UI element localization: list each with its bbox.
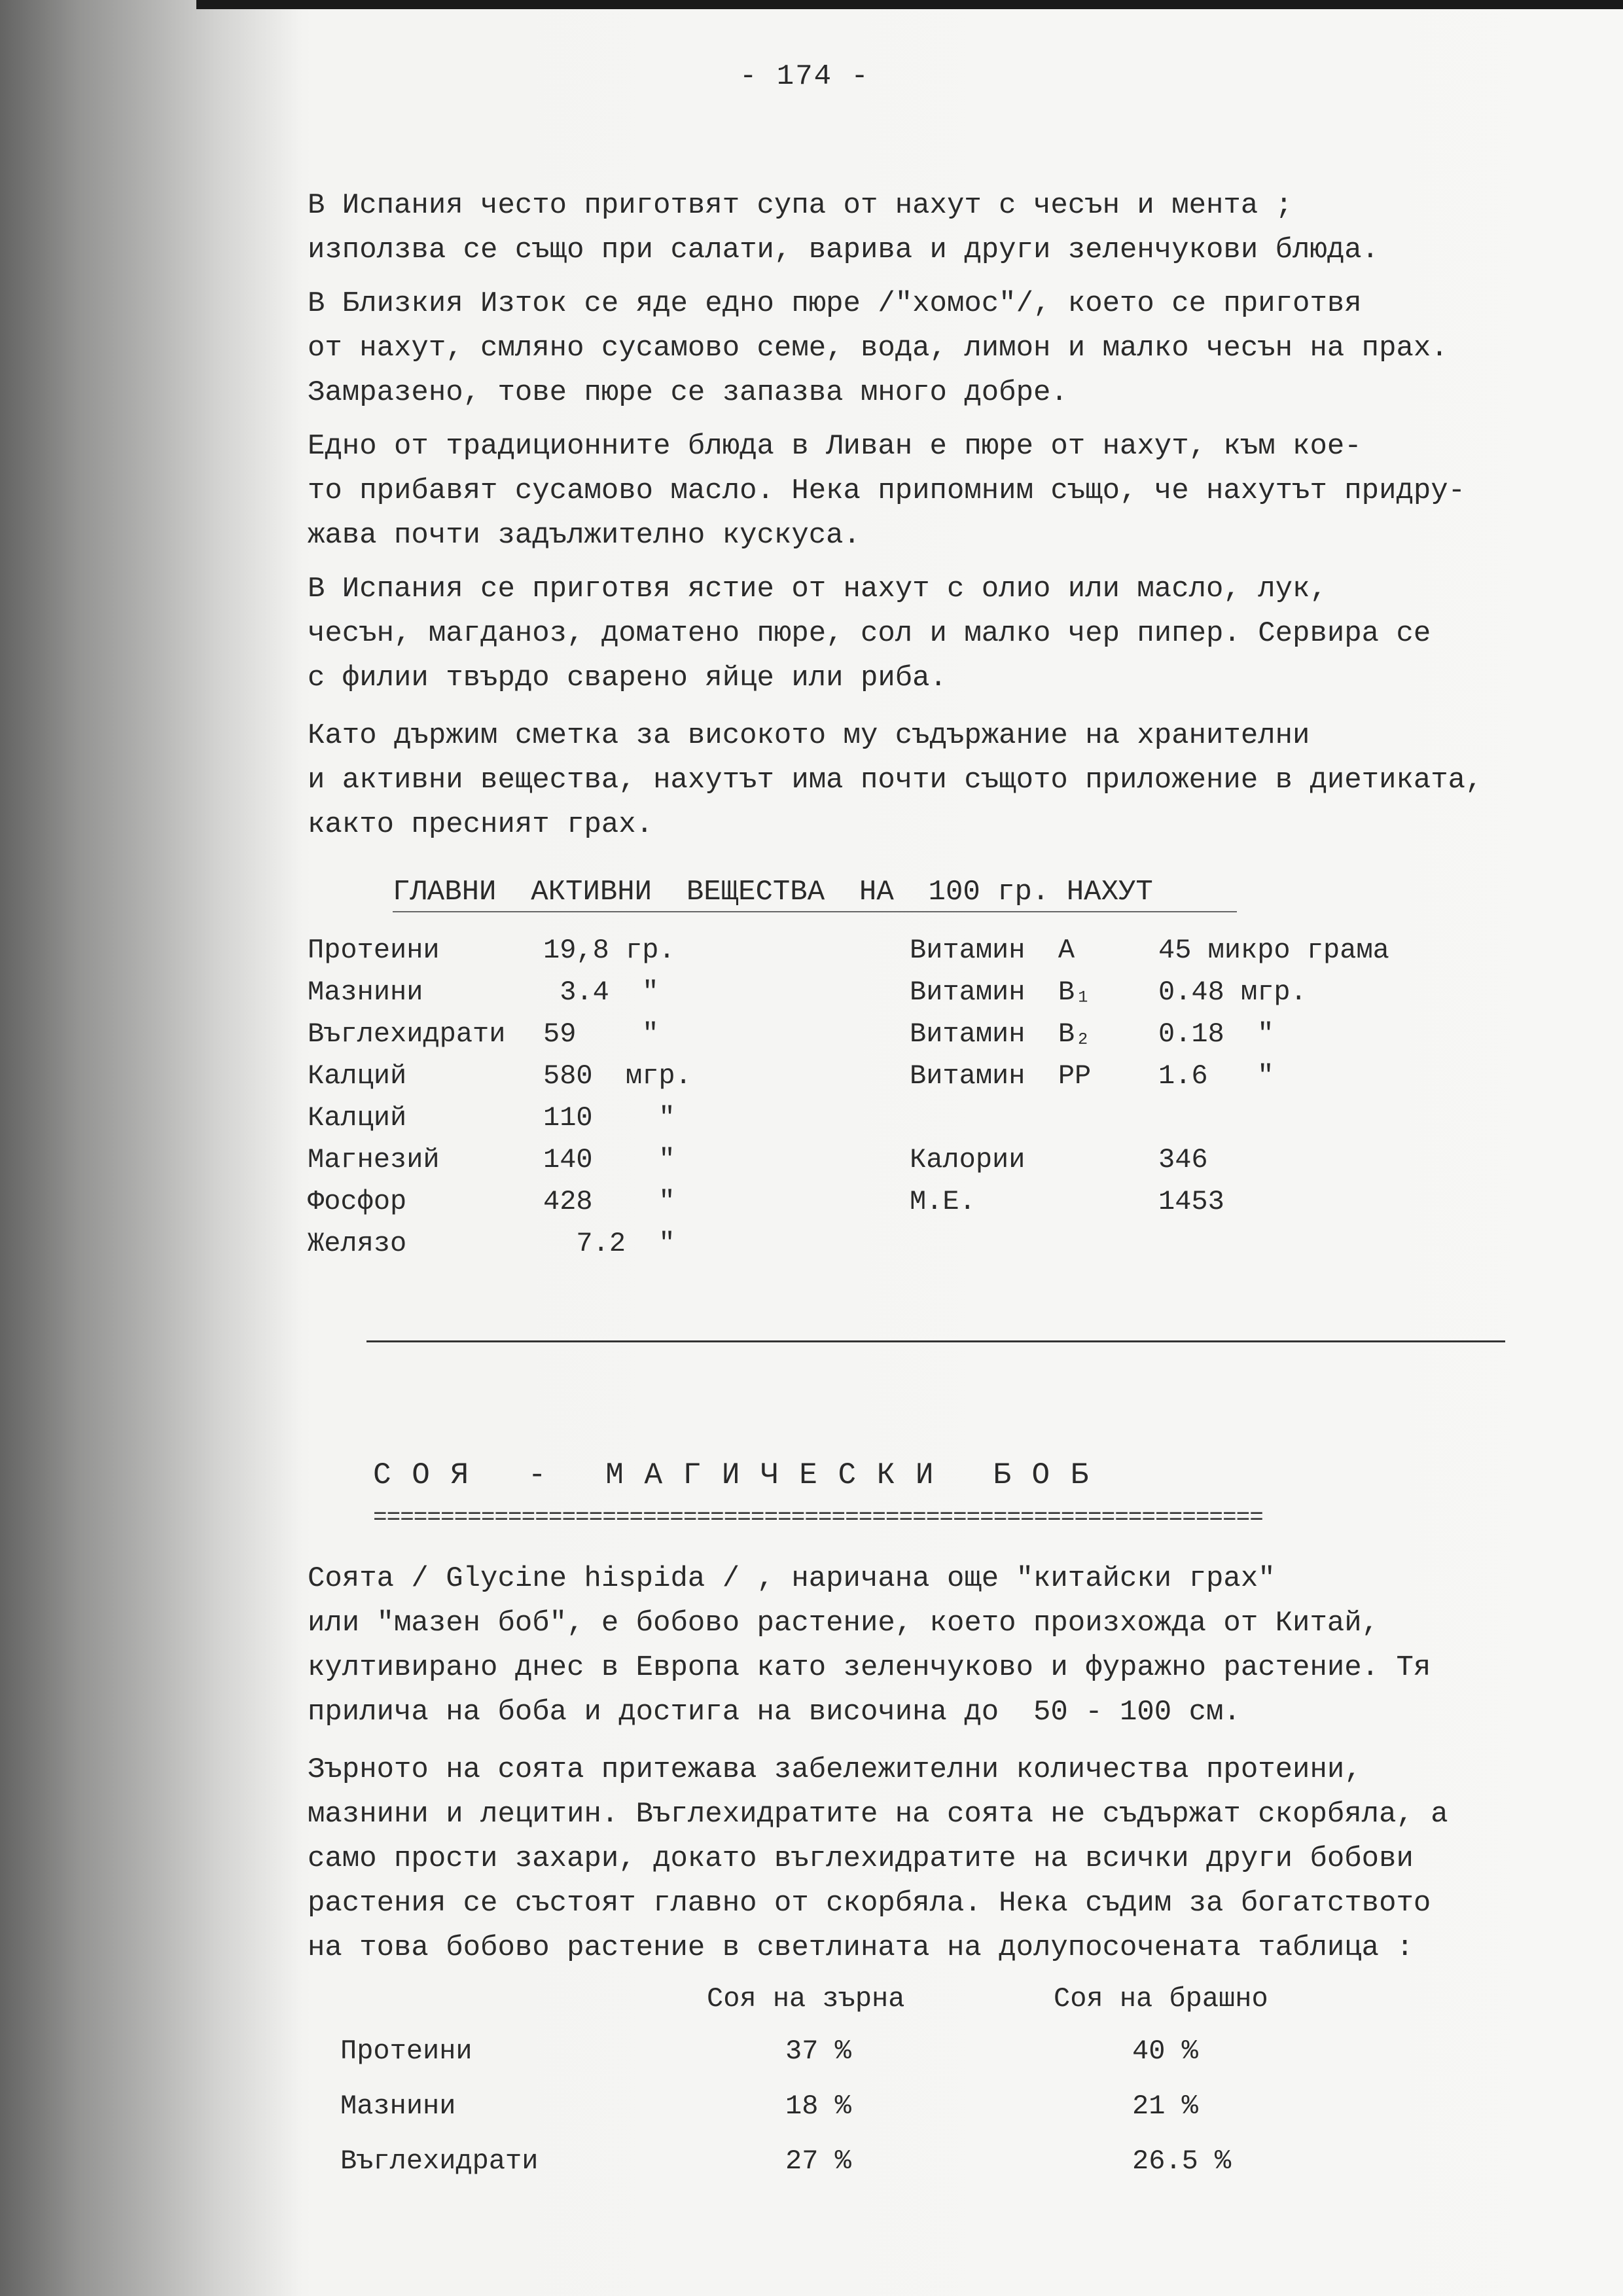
soy-table — [340, 2036, 1387, 2200]
page-gutter-shadow — [0, 0, 301, 2296]
nutrient-value-2: 346 — [1158, 1144, 1208, 1175]
page-number: - 174 - — [740, 60, 870, 93]
nutrient-value: 3.4 " — [543, 977, 659, 1008]
soy-flour-value: 40 % — [1132, 2036, 1198, 2067]
soy-table-header — [308, 1983, 1355, 2022]
nutrient-value: 59 " — [543, 1018, 659, 1050]
nutrient-table-title: ГЛАВНИ АКТИВНИ ВЕЩЕСТВА НА 100 гр. НАХУТ — [393, 876, 1153, 908]
nutrient-table — [308, 935, 1420, 1270]
table-row — [340, 2090, 1387, 2145]
paragraph-soy-intro: Соята / Glycine hispida / , наричана още "китайски грах" или "мазен боб", е бобово растение, което произхожда от Китай, култивирано днес в Европа като зеленчуково и фуражно растение. Тя прилича на боба и достига на височина до 50 - 100 см. — [308, 1562, 1431, 1729]
nutrient-name: Протеини — [308, 935, 440, 966]
nutrient-name-2: Витамин В₂ — [910, 1018, 1092, 1050]
soy-grain-value: 18 % — [785, 2090, 851, 2122]
nutrient-name-2: М.Е. — [910, 1186, 976, 1217]
table-row — [340, 2036, 1387, 2090]
soy-flour-header: Соя на брашно — [1054, 1983, 1268, 2015]
paragraph-lebanon: Едно от традиционните блюда в Ливан е пюре от нахут, към кое- то прибавят сусамово масло. Нека припомним също, че нахутът придру- жава почти задължително кускуса. — [308, 430, 1466, 552]
nutrient-name: Въглехидрати — [308, 1018, 506, 1050]
table-row — [308, 1018, 1420, 1060]
soy-flour-value: 26.5 % — [1132, 2145, 1232, 2177]
nutrient-name: Фосфор — [308, 1186, 407, 1217]
nutrient-value-2: 0.18 " — [1158, 1018, 1274, 1050]
table-row — [308, 1102, 1420, 1144]
page-top-edge — [196, 0, 1623, 9]
nutrient-name-2: Витамин А — [910, 935, 1075, 966]
nutrient-value: 7.2 " — [543, 1228, 675, 1259]
table-row — [308, 977, 1420, 1018]
paragraph-soy-composition: Зърното на соята притежава забележителни количества протеини, мазнини и лецитин. Въглехидратите на соята не съдържат скорбяла, а само прости захари, докато въглехидратите на всички други бобови растения се състоят главно от скорбяла. Нека съдим за богатството на това бобово растение в светлината на долупосочената таблица : — [308, 1753, 1448, 1964]
heading-double-underline: ================================================================== — [373, 1504, 1263, 1531]
nutrient-value-2: 1.6 " — [1158, 1060, 1274, 1092]
soy-nutrient-name: Мазнини — [340, 2090, 456, 2122]
table-row — [340, 2145, 1387, 2200]
section-heading: С О Я - М А Г И Ч Е С К И Б О Б — [373, 1458, 1090, 1492]
table-row — [308, 935, 1420, 977]
nutrient-name: Калций — [308, 1102, 407, 1134]
table-row — [308, 1144, 1420, 1186]
nutrient-value: 428 " — [543, 1186, 675, 1217]
soy-nutrient-name: Въглехидрати — [340, 2145, 539, 2177]
soy-nutrient-name: Протеини — [340, 2036, 473, 2067]
nutrient-name-2: Витамин В₁ — [910, 977, 1092, 1008]
table-row — [308, 1228, 1420, 1270]
paragraph-spain-dish: В Испания се приготвя ястие от нахут с олио или масло, лук, чесън, магданоз, доматено пюре, сол и малко чер пипер. Сервира се с филии твърдо сварено яйце или риба. — [308, 573, 1431, 694]
nutrient-name: Желязо — [308, 1228, 407, 1259]
table-row — [308, 1186, 1420, 1228]
table-row — [308, 1060, 1420, 1102]
soy-grain-header: Соя на зърна — [707, 1983, 905, 2015]
soy-grain-value: 27 % — [785, 2145, 851, 2177]
nutrient-value-2: 45 микро грама — [1158, 935, 1389, 966]
nutrient-name: Магнезий — [308, 1144, 440, 1175]
nutrient-value: 140 " — [543, 1144, 675, 1175]
soy-grain-value: 37 % — [785, 2036, 851, 2067]
nutrient-value: 580 мгр. — [543, 1060, 692, 1092]
nutrient-name-2: Витамин РР — [910, 1060, 1092, 1092]
nutrient-value: 19,8 гр. — [543, 935, 675, 966]
nutrient-name: Калций — [308, 1060, 407, 1092]
paragraph-hummus: В Близкия Изток се яде едно пюре /"хомос"/, което се приготвя от нахут, смляно сусамово семе, вода, лимон и малко чесън на прах. Замразено, тове пюре се запазва много добре. — [308, 287, 1448, 409]
soy-flour-value: 21 % — [1132, 2090, 1198, 2122]
nutrient-value: 110 " — [543, 1102, 675, 1134]
section-divider — [366, 1340, 1505, 1342]
nutrient-name: Мазнини — [308, 977, 423, 1008]
nutrient-value-2: 0.48 мгр. — [1158, 977, 1307, 1008]
nutrient-value-2: 1453 — [1158, 1186, 1224, 1217]
paragraph-spain-soup: В Испания често приготвят супа от нахут с чесън и мента ; използва се също при салати, варива и други зеленчукови блюда. — [308, 189, 1380, 266]
nutrient-name-2: Калории — [910, 1144, 1026, 1175]
table-title-underline — [393, 911, 1237, 912]
paragraph-dietetics: Като държим сметка за високото му съдържание на хранителни и активни вещества, нахутът има почти същото приложение в диетиката, както пресният грах. — [308, 719, 1483, 841]
